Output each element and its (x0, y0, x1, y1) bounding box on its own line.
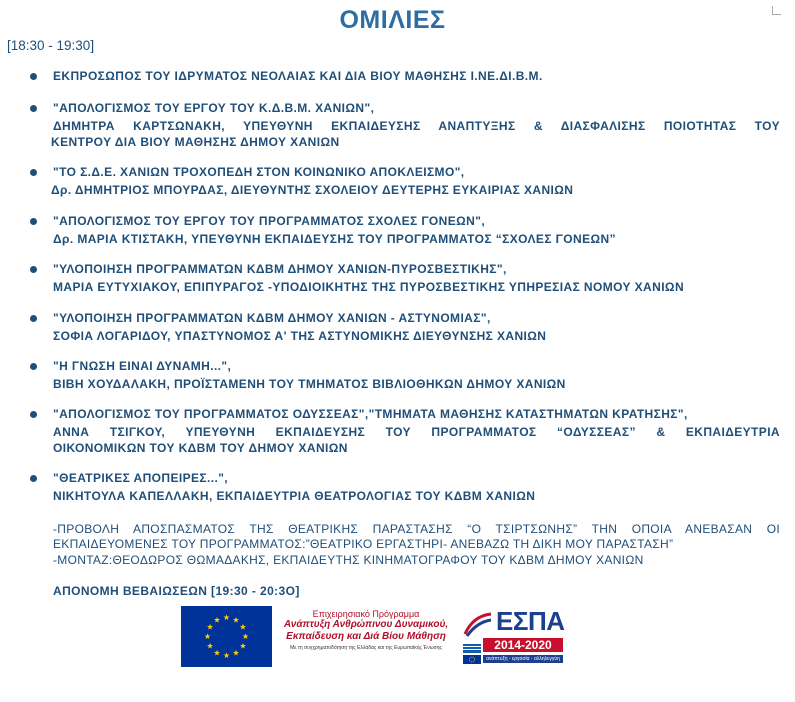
eu-flag-icon (181, 606, 272, 667)
item-speaker: Δρ. ΜΑΡΙΑ ΚΤΙΣΤΑΚΗ, ΥΠΕΥΘΥΝΗ ΕΚΠΑΙΔΕΥΣΗΣ ΤΟΥ ΠΡΟΓΡΑΜΜΑΤΟΣ “ΣΧΟΛΕΣ ΓΟΝΕΩΝ” (53, 232, 616, 246)
item-title: "ΑΠΟΛΟΓΙΣΜΟΣ ΤΟΥ ΠΡΟΓΡΑΜΜΑΤΟΣ ΟΔΥΣΣΕΑΣ","ΤΜΗΜΑΤΑ ΜΑΘΗΣΗΣ ΚΑΤΑΣΤΗΜΑΤΩΝ ΚΡΑΤΗΣΗΣ", (53, 407, 688, 421)
eu-star-icon (223, 652, 229, 658)
editing-credit: -ΜΟΝΤΑΖ:ΘΕΟΔΩΡΟΣ ΘΩΜΑΔΑΚΗΣ, ΕΚΠΑΙΔΕΥΤΗΣ ΚΙΝΗΜΑΤΟΓΡΑΦΟΥ ΤΟΥ ΚΔΒΜ ΔΗΜΟΥ ΧΑΝΙΩΝ (53, 553, 644, 567)
eu-star-icon (214, 650, 220, 656)
session-time: [18:30 - 19:30] (7, 38, 95, 53)
item-line: ΕΚΠΡΟΣΩΠΟΣ ΤΟΥ ΙΔΡΥΜΑΤΟΣ ΝΕΟΛΑΙΑΣ ΚΑΙ ΔΙΑ ΒΙΟΥ ΜΑΘΗΣΗΣ Ι.ΝΕ.ΔΙ.Β.Μ. (53, 69, 543, 83)
certificates-award: ΑΠΟΝΟΜΗ ΒΕΒΑΙΩΣΕΩΝ [19:30 - 20:3Ο] (53, 584, 300, 598)
bullet-icon (30, 315, 37, 322)
eu-star-icon (233, 650, 239, 656)
item-speaker: ΜΑΡΙΑ ΕΥΤΥΧΙΑΚΟΥ, ΕΠΙΠΥΡΑΓΟΣ -ΥΠΟΔΙΟΙΚΗΤΗΣ ΤΗΣ ΠΥΡΟΣΒΕΣΤΙΚΗΣ ΥΠΗΡΕΣΙΑΣ ΝΟΜΟΥ ΧΑΝΙΩΝ (53, 280, 685, 294)
op-line-1: Ανάπτυξη Ανθρώπινου Δυναμικού, (283, 619, 449, 630)
bullet-icon (30, 218, 37, 225)
op-title: Επιχειρησιακό Πρόγραμμα (312, 609, 420, 619)
item-title: "ΑΠΟΛΟΓΙΣΜΟΣ ΤΟΥ ΕΡΓΟΥ ΤΟΥ ΠΡΟΓΡΑΜΜΑΤΟΣ ΣΧΟΛΕΣ ΓΟΝΕΩΝ", (53, 214, 486, 228)
operational-programme-logo (276, 606, 456, 668)
item-title: "ΤΟ Σ.Δ.Ε. ΧΑΝΙΩΝ ΤΡΟΧΟΠΕΔΗ ΣΤΟΝ ΚΟΙΝΩΝΙΚΟ ΑΠΟΚΛΕΙΣΜΟ", (53, 165, 465, 179)
bullet-icon (30, 475, 37, 482)
bullet-icon (30, 73, 37, 80)
item-speaker: ΑΝΝΑ ΤΣΙΓΚΟΥ, ΥΠΕΥΘΥΝΗ ΕΚΠΑΙΔΕΥΣΗΣ ΤΟΥ ΠΡΟΓΡΑΜΜΑΤΟΣ “ΟΔΥΣΣΕΑΣ” & ΕΚΠΑΙΔΕΥΤΡΙΑ (53, 425, 780, 439)
eu-star-icon (242, 633, 248, 639)
eu-star-icon (207, 643, 213, 649)
item-speaker: ΔΗΜΗΤΡΑ ΚΑΡΤΣΩΝΑΚΗ, ΥΠΕΥΘΥΝΗ ΕΚΠΑΙΔΕΥΣΗΣ ΑΝΑΠΤΥΞΗΣ & ΔΙΑΣΦΑΛΙΣΗΣ ΠΟΙΟΤΗΤΑΣ ΤΟΥ (53, 119, 780, 133)
eu-star-icon (223, 614, 229, 620)
item-speaker-cont: ΚΕΝΤΡΟΥ ΔΙΑ ΒΙΟΥ ΜΑΘΗΣΗΣ ΔΗΜΟΥ ΧΑΝΙΩΝ (51, 135, 340, 149)
item-speaker: ΝΙΚΗΤΟΥΛΑ ΚΑΠΕΛΛΑΚΗ, ΕΚΠΑΙΔΕΥΤΡΙΑ ΘΕΑΤΡΟΛΟΓΙΑΣ ΤΟΥ ΚΔΒΜ ΧΑΝΙΩΝ (53, 489, 536, 503)
espa-tagline: ανάπτυξη - εργασία - αλληλεγγύη (483, 655, 563, 663)
item-title: "ΑΠΟΛΟΓΙΣΜΟΣ ΤΟΥ ΕΡΓΟΥ ΤΟΥ Κ.Δ.Β.Μ. ΧΑΝΙΩΝ", (53, 101, 375, 115)
item-speaker-cont: ΟΙΚΟΝΟΜΙΚΩΝ ΤΟΥ ΚΔΒΜ ΤΟΥ ΔΗΜΟΥ ΧΑΝΙΩΝ (53, 441, 348, 455)
page-title: ΟΜΙΛΙΕΣ (339, 6, 446, 34)
espa-years: 2014-2020 (483, 638, 563, 652)
bullet-icon (30, 105, 37, 112)
item-title: "ΘΕΑΤΡΙΚΕΣ ΑΠΟΠΕΙΡΕΣ...", (53, 471, 229, 485)
eu-star-icon (204, 633, 210, 639)
espa-wordmark: ΕΣΠΑ (496, 606, 565, 636)
eu-star-icon (214, 617, 220, 623)
item-title: "ΥΛΟΠΟΙΗΣΗ ΠΡΟΓΡΑΜΜΑΤΩΝ ΚΔΒΜ ΔΗΜΟΥ ΧΑΝΙΩΝ - ΑΣΤΥΝΟΜΙΑΣ", (53, 311, 491, 325)
eu-star-icon (240, 624, 246, 630)
eu-star-icon (233, 617, 239, 623)
espa-logo (463, 606, 565, 668)
espa-swoosh-icon (463, 610, 493, 638)
item-speaker: ΣΟΦΙΑ ΛΟΓΑΡΙΔΟΥ, ΥΠΑΣΤΥΝΟΜΟΣ Α' ΤΗΣ ΑΣΤΥΝΟΜΙΚΗΣ ΔΙΕΥΘΥΝΣΗΣ ΧΑΝΙΩΝ (53, 329, 547, 343)
eu-star-icon (207, 624, 213, 630)
eu-star-icon (240, 643, 246, 649)
greek-eu-mini-flags-icon (463, 644, 481, 664)
bullet-icon (30, 266, 37, 273)
screening-note: -ΠΡΟΒΟΛΗ ΑΠΟΣΠΑΣΜΑΤΟΣ ΤΗΣ ΘΕΑΤΡΙΚΗΣ ΠΑΡΑΣΤΑΣΗΣ “Ο ΤΣΙΡΤΣΩΝΗΣ” ΤΗΝ ΟΠΟΙΑ ΑΝΕΒΑΣΑΝ ΟΙ (53, 522, 780, 536)
screening-note-cont: ΕΚΠΑΙΔΕΥΟΜΕΝΕΣ ΤΟΥ ΠΡΟΓΡΑΜΜΑΤΟΣ:”ΘΕΑΤΡΙΚΟ ΕΡΓΑΣΤΗΡΙ- ΑΝΕΒΑΖΩ ΤΗ ΔΙΚΗ ΜΟΥ ΠΑΡΑΣΤΑΣΗ” (53, 537, 674, 551)
op-line-2: Εκπαίδευση και Διά Βίου Μάθηση (286, 631, 446, 642)
sponsor-logos (181, 606, 566, 668)
bullet-icon (30, 411, 37, 418)
bullet-icon (30, 363, 37, 370)
item-title: "ΥΛΟΠΟΙΗΣΗ ΠΡΟΓΡΑΜΜΑΤΩΝ ΚΔΒΜ ΔΗΜΟΥ ΧΑΝΙΩΝ-ΠΥΡΟΣΒΕΣΤΙΚΗΣ", (53, 262, 507, 276)
bullet-icon (30, 169, 37, 176)
op-cofunding-note: Με τη συγχρηματοδότηση της Ελλάδας και της Ευρωπαϊκής Ένωσης (290, 645, 442, 651)
item-speaker: ΒΙΒΗ ΧΟΥΔΑΛΑΚΗ, ΠΡΟΪΣΤΑΜΕΝΗ ΤΟΥ ΤΜΗΜΑΤΟΣ ΒΙΒΛΙΟΘΗΚΩΝ ΔΗΜΟΥ ΧΑΝΙΩΝ (53, 377, 566, 391)
item-title: "Η ΓΝΩΣΗ ΕΙΝΑΙ ΔΥΝΑΜΗ...", (53, 359, 232, 373)
item-speaker: Δρ. ΔΗΜΗΤΡΙΟΣ ΜΠΟΥΡΔΑΣ, ΔΙΕΥΘΥΝΤΗΣ ΣΧΟΛΕΙΟΥ ΔΕΥΤΕΡΗΣ ΕΥΚΑΙΡΙΑΣ ΧΑΝΙΩΝ (51, 183, 574, 197)
